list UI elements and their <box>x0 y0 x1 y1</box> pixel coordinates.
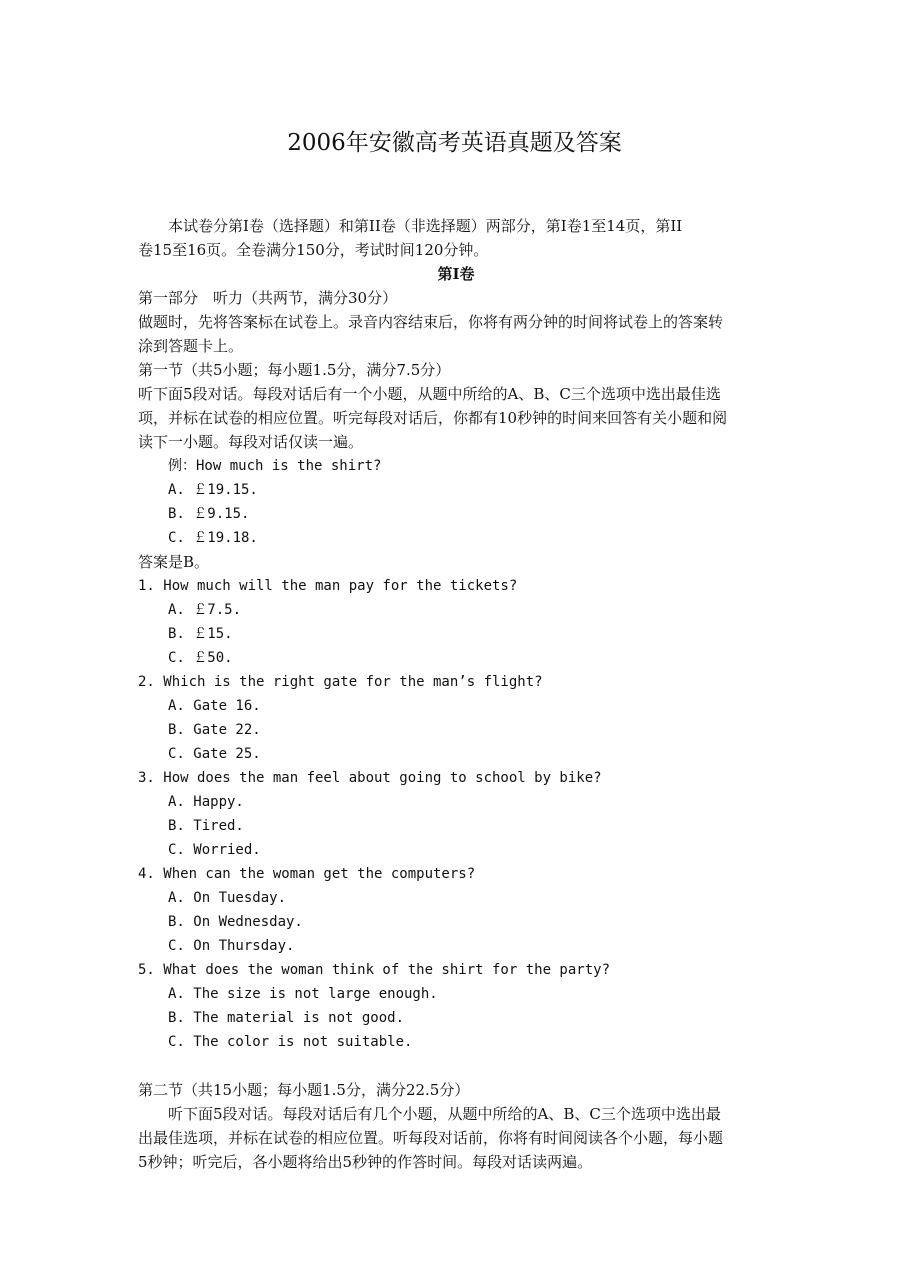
question-5: 5. What does the woman think of the shirt for the party? <box>138 962 611 978</box>
part1-instruction-line-2: 涂到答题卡上。 <box>138 337 244 355</box>
intro-line-2: 卷15至16页。全卷满分150分，考试时间120分钟。 <box>138 241 489 259</box>
question-2-option-b: B. Gate 22. <box>168 722 261 738</box>
section1-instruction-line-2: 项，并标在试卷的相应位置。听完每段对话后，你都有10秒钟的时间来回答有关小题和阅 <box>138 409 728 427</box>
example-option-a: A. ￡19.15. <box>168 482 258 498</box>
document-title: 2006年安徽高考英语真题及答案 <box>287 130 622 156</box>
question-1-option-b: B. ￡15. <box>168 626 233 642</box>
part1-heading: 第一部分 听力（共两节，满分30分） <box>138 289 398 307</box>
question-4: 4. When can the woman get the computers? <box>138 866 476 882</box>
question-5-option-b: B. The material is not good. <box>168 1010 405 1026</box>
question-4-option-c: C. On Thursday. <box>168 938 295 954</box>
question-1: 1. How much will the man pay for the tickets? <box>138 578 518 594</box>
question-2-option-c: C. Gate 25. <box>168 746 261 762</box>
example-option-b: B. ￡9.15. <box>168 506 250 522</box>
example-answer: 答案是B。 <box>138 553 210 571</box>
section1-instruction-line-1: 听下面5段对话。每段对话后有一个小题，从题中所给的A、B、C三个选项中选出最佳选 <box>138 385 721 403</box>
part1-instruction-line-1: 做题时，先将答案标在试卷上。录音内容结束后，你将有两分钟的时间将试卷上的答案转 <box>138 313 724 331</box>
example-question: 例：How much is the shirt? <box>168 458 382 474</box>
question-2-option-a: A. Gate 16. <box>168 698 261 714</box>
document-body <box>138 214 774 1174</box>
section2-heading: 第二节（共15小题；每小题1.5分，满分22.5分） <box>138 1081 470 1099</box>
volume-heading: 第Ⅰ卷 <box>437 265 475 283</box>
question-4-option-a: A. On Tuesday. <box>168 890 287 906</box>
question-2: 2. Which is the right gate for the man’s flight? <box>138 674 543 690</box>
section2-instruction-line-1: 听下面5段对话。每段对话后有几个小题，从题中所给的A、B、C三个选项中选出最 <box>168 1105 721 1123</box>
intro-line-1: 本试卷分第Ⅰ卷（选择题）和第II卷（非选择题）两部分，第Ⅰ卷1至14页，第II <box>168 217 683 235</box>
question-5-option-c: C. The color is not suitable. <box>168 1034 413 1050</box>
question-3-option-a: A. Happy. <box>168 794 244 810</box>
example-option-c: C. ￡19.18. <box>168 530 258 546</box>
question-1-option-a: A. ￡7.5. <box>168 602 242 618</box>
blank-line <box>138 1054 774 1078</box>
question-5-option-a: A. The size is not large enough. <box>168 986 438 1002</box>
question-3: 3. How does the man feel about going to school by bike? <box>138 770 602 786</box>
question-4-option-b: B. On Wednesday. <box>168 914 303 930</box>
question-3-option-b: B. Tired. <box>168 818 244 834</box>
section2-instruction-line-2: 出最佳选项，并标在试卷的相应位置。听每段对话前，你将有时间阅读各个小题，每小题 <box>138 1129 724 1147</box>
question-3-option-c: C. Worried. <box>168 842 261 858</box>
section2-instruction-line-3: 5秒钟；听完后，各小题将给出5秒钟的作答时间。每段对话读两遍。 <box>138 1153 593 1171</box>
section1-heading: 第一节（共5小题；每小题1.5分，满分7.5分） <box>138 361 451 379</box>
section1-instruction-line-3: 读下一小题。每段对话仅读一遍。 <box>138 433 364 451</box>
question-1-option-c: C. ￡50. <box>168 650 233 666</box>
